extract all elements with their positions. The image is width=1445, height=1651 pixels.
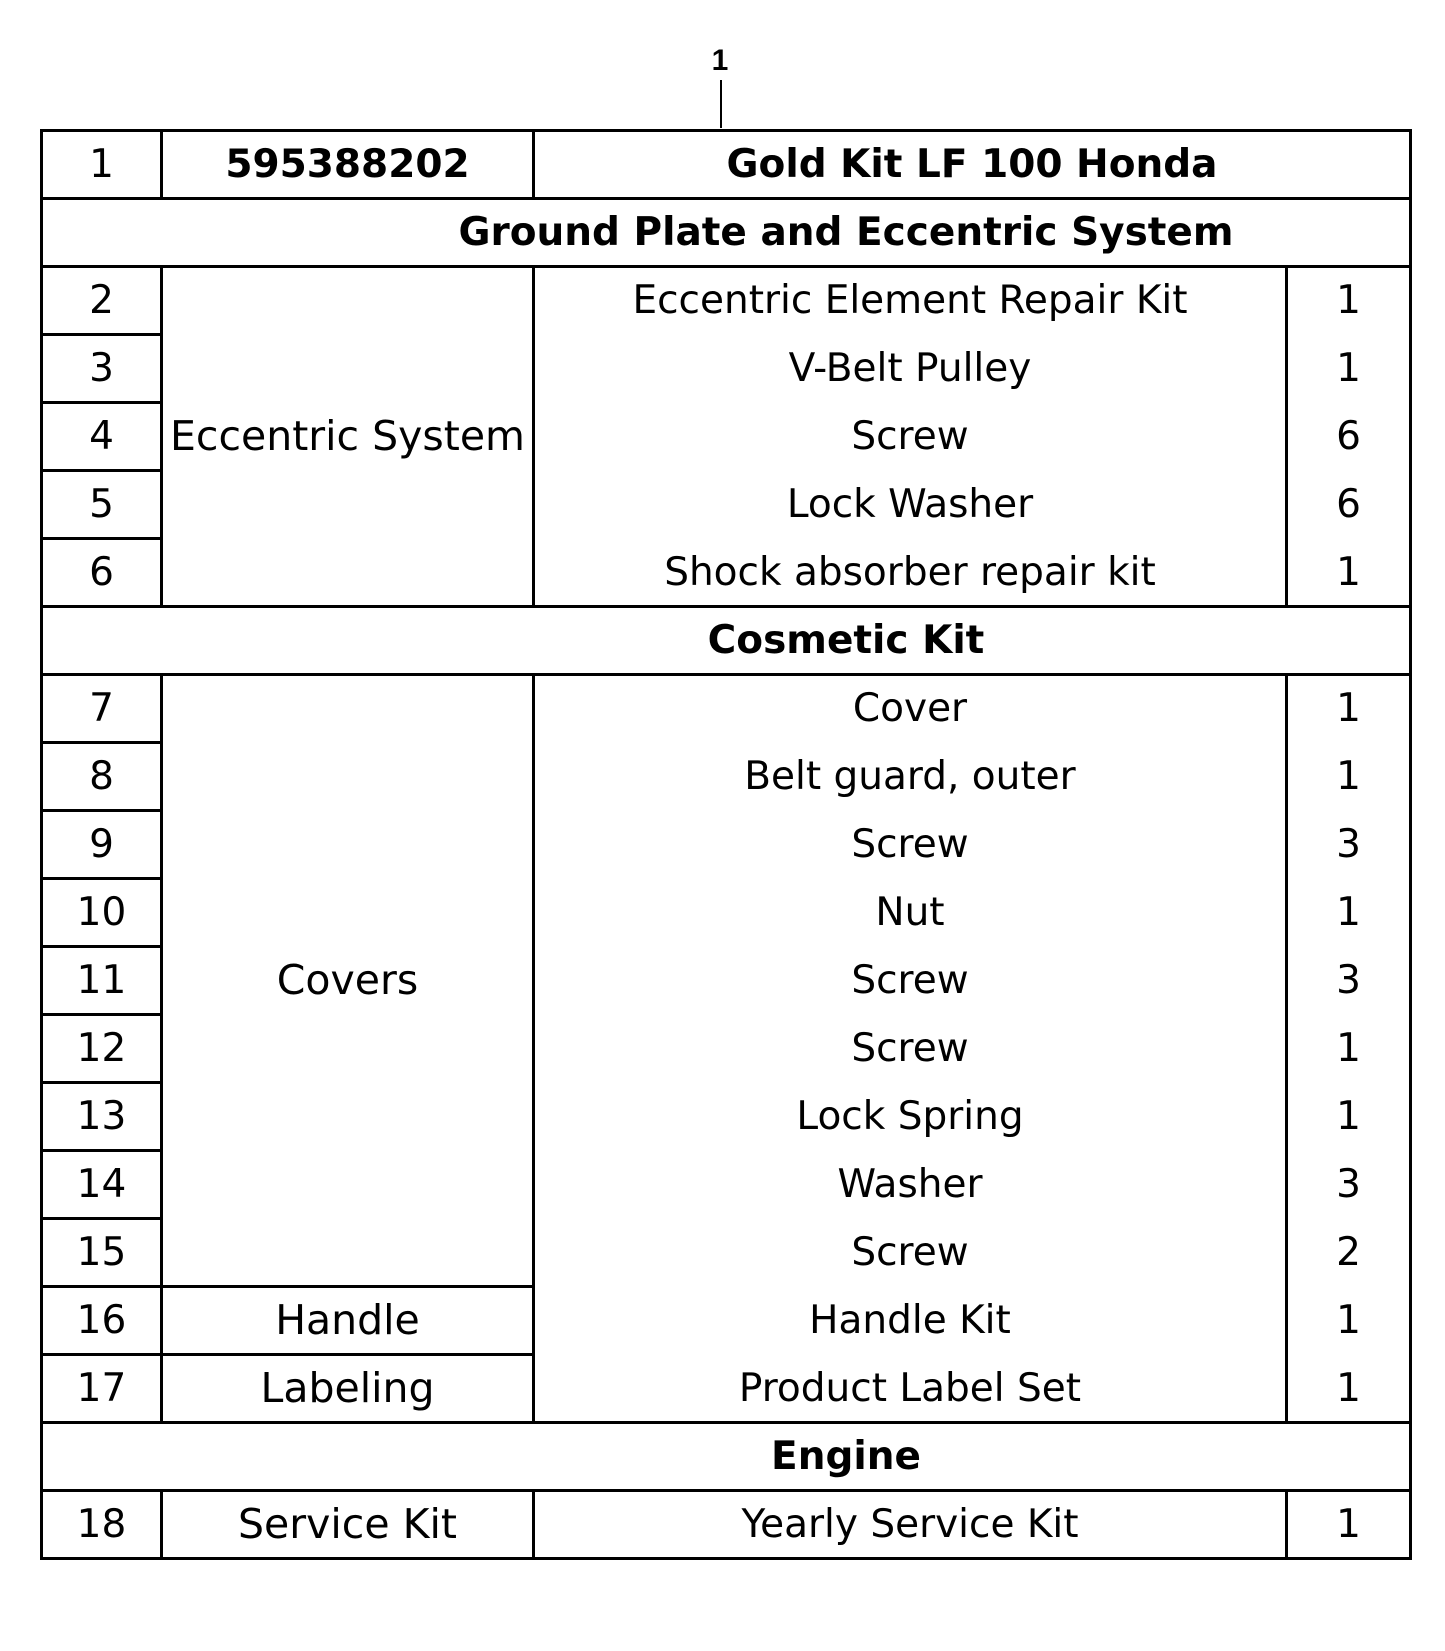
item-quantity: 2 bbox=[1287, 1219, 1411, 1287]
item-quantity: 1 bbox=[1287, 267, 1411, 335]
item-number: 18 bbox=[42, 1491, 162, 1559]
item-description: Screw bbox=[534, 1219, 1287, 1287]
item-quantity: 6 bbox=[1287, 403, 1411, 471]
item-number: 9 bbox=[42, 811, 162, 879]
item-number: 2 bbox=[42, 267, 162, 335]
item-description: Shock absorber repair kit bbox=[534, 539, 1287, 607]
item-number: 13 bbox=[42, 1083, 162, 1151]
item-quantity: 1 bbox=[1287, 879, 1411, 947]
parts-kit-table bbox=[40, 129, 1412, 1560]
item-number: 6 bbox=[42, 539, 162, 607]
item-description: Screw bbox=[534, 1015, 1287, 1083]
section-title: Ground Plate and Eccentric System bbox=[42, 199, 1411, 267]
item-number: 17 bbox=[42, 1355, 162, 1423]
item-quantity: 3 bbox=[1287, 811, 1411, 879]
section-row bbox=[42, 607, 1411, 675]
item-number: 10 bbox=[42, 879, 162, 947]
item-number: 11 bbox=[42, 947, 162, 1015]
part-row bbox=[42, 267, 1411, 335]
group-name: Service Kit bbox=[162, 1491, 534, 1559]
item-quantity: 3 bbox=[1287, 947, 1411, 1015]
item-number: 12 bbox=[42, 1015, 162, 1083]
item-number: 7 bbox=[42, 675, 162, 743]
item-description: V-Belt Pulley bbox=[534, 335, 1287, 403]
item-description: Belt guard, outer bbox=[534, 743, 1287, 811]
item-number: 14 bbox=[42, 1151, 162, 1219]
item-number: 8 bbox=[42, 743, 162, 811]
part-row bbox=[42, 1355, 1411, 1423]
item-description: Lock Washer bbox=[534, 471, 1287, 539]
group-name: Handle bbox=[162, 1287, 534, 1355]
item-quantity: 1 bbox=[1287, 1015, 1411, 1083]
item-description: Screw bbox=[534, 811, 1287, 879]
item-description: Handle Kit bbox=[534, 1287, 1287, 1355]
group-name: Eccentric System bbox=[162, 267, 534, 607]
kit-header-row bbox=[42, 131, 1411, 199]
item-number: 5 bbox=[42, 471, 162, 539]
header-item-number: 1 bbox=[42, 131, 162, 199]
item-quantity: 1 bbox=[1287, 335, 1411, 403]
item-quantity: 1 bbox=[1287, 675, 1411, 743]
item-description: Eccentric Element Repair Kit bbox=[534, 267, 1287, 335]
part-row bbox=[42, 1491, 1411, 1559]
part-row bbox=[42, 675, 1411, 743]
item-quantity: 6 bbox=[1287, 471, 1411, 539]
item-number: 15 bbox=[42, 1219, 162, 1287]
item-quantity: 1 bbox=[1287, 1287, 1411, 1355]
item-description: Cover bbox=[534, 675, 1287, 743]
callout-number: 1 bbox=[711, 44, 729, 77]
item-description: Screw bbox=[534, 403, 1287, 471]
item-quantity: 1 bbox=[1287, 1355, 1411, 1423]
part-row bbox=[42, 1287, 1411, 1355]
item-description: Yearly Service Kit bbox=[534, 1491, 1287, 1559]
section-title: Cosmetic Kit bbox=[42, 607, 1411, 675]
item-quantity: 1 bbox=[1287, 539, 1411, 607]
item-description: Product Label Set bbox=[534, 1355, 1287, 1423]
item-description: Nut bbox=[534, 879, 1287, 947]
header-part-number: 595388202 bbox=[162, 131, 534, 199]
item-description: Screw bbox=[534, 947, 1287, 1015]
item-quantity: 3 bbox=[1287, 1151, 1411, 1219]
item-number: 16 bbox=[42, 1287, 162, 1355]
section-row bbox=[42, 1423, 1411, 1491]
item-quantity: 1 bbox=[1287, 1491, 1411, 1559]
section-row bbox=[42, 199, 1411, 267]
callout-leader-line bbox=[720, 80, 722, 128]
item-quantity: 1 bbox=[1287, 743, 1411, 811]
section-title: Engine bbox=[42, 1423, 1411, 1491]
group-name: Labeling bbox=[162, 1355, 534, 1423]
item-quantity: 1 bbox=[1287, 1083, 1411, 1151]
item-number: 4 bbox=[42, 403, 162, 471]
group-name: Covers bbox=[162, 675, 534, 1287]
item-number: 3 bbox=[42, 335, 162, 403]
item-description: Washer bbox=[534, 1151, 1287, 1219]
header-kit-title: Gold Kit LF 100 Honda bbox=[534, 131, 1411, 199]
item-description: Lock Spring bbox=[534, 1083, 1287, 1151]
